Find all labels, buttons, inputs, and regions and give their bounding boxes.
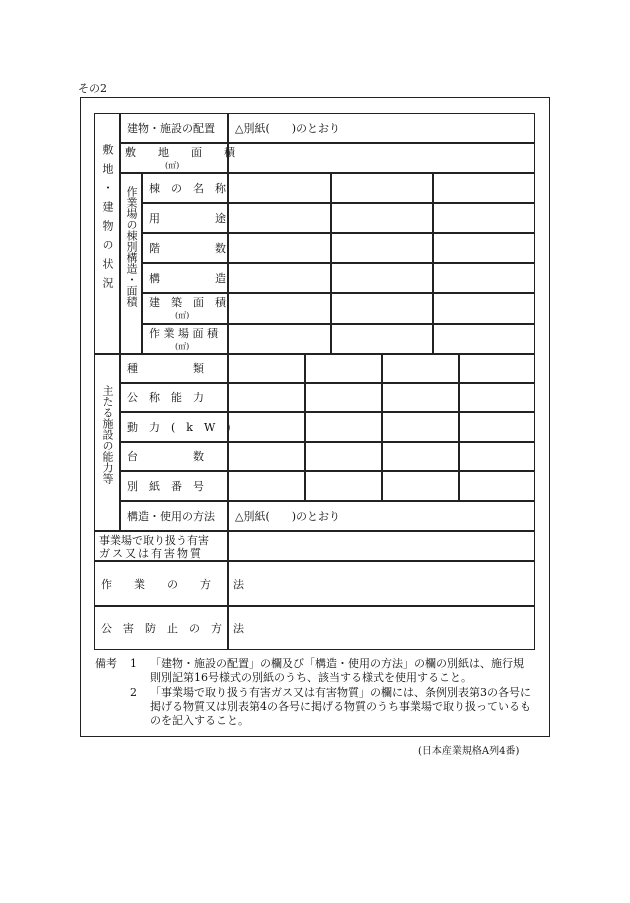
- pollution-label: 公 害 防 止 の 方 法: [101, 622, 244, 635]
- building-row-label: 作 業 場 面 積: [149, 327, 218, 340]
- facility-cell[interactable]: [305, 412, 382, 442]
- facility-row-label: 公 称 能 力: [127, 391, 204, 404]
- facility-row-label: 台 数: [127, 450, 204, 463]
- building-cell[interactable]: [433, 233, 535, 263]
- site-area-value-cell[interactable]: [228, 143, 535, 173]
- sheet-number: その2: [78, 82, 107, 95]
- building-cell[interactable]: [433, 263, 535, 293]
- building-cell[interactable]: [331, 263, 433, 293]
- facility-row-label: 動 力 ( k W ): [127, 421, 231, 434]
- form-table: [94, 113, 535, 650]
- building-cell[interactable]: [331, 173, 433, 203]
- note-number: 1: [130, 657, 137, 670]
- note-text: 掲げる物質又は別表第4の各号に掲げる物質のうち事業場で取り扱っているも: [150, 700, 531, 713]
- site-area-unit: (㎡): [165, 161, 180, 170]
- facility-cell[interactable]: [459, 471, 535, 501]
- building-cell[interactable]: [331, 324, 433, 354]
- hazard-value-cell[interactable]: [228, 531, 535, 561]
- method-label: 作 業 の 方 法: [101, 578, 244, 591]
- building-cell[interactable]: [228, 173, 331, 203]
- facility-cell[interactable]: [228, 412, 305, 442]
- hazard-label-cell: [94, 531, 228, 561]
- building-cell[interactable]: [228, 233, 331, 263]
- building-row-label: 階 数: [149, 242, 226, 255]
- layout-label: 建物・施設の配置: [127, 122, 215, 135]
- facility-row-label-cell: [120, 471, 228, 501]
- building-cell[interactable]: [433, 293, 535, 324]
- facility-row-label-cell: [120, 442, 228, 471]
- facility-cell[interactable]: [305, 471, 382, 501]
- facility-row-label-cell: [120, 354, 228, 383]
- building-row-unit: (㎡): [175, 311, 190, 320]
- facility-cell[interactable]: [459, 354, 535, 383]
- building-section-label: 作業場の棟別構造・面積: [125, 186, 138, 307]
- site-section-cell: [94, 113, 120, 354]
- layout-value-cell[interactable]: [228, 113, 535, 143]
- building-row-label-cell: [142, 173, 228, 203]
- structure-value-cell[interactable]: [228, 501, 535, 531]
- facility-cell[interactable]: [228, 354, 305, 383]
- facility-cell[interactable]: [459, 442, 535, 471]
- building-row-label: 構 造: [149, 272, 226, 285]
- building-row-label-cell: [142, 263, 228, 293]
- facility-row-label-cell: [120, 412, 231, 442]
- building-cell[interactable]: [228, 263, 331, 293]
- facility-row-label: 種 類: [127, 362, 204, 375]
- facility-cell[interactable]: [459, 383, 535, 412]
- building-cell[interactable]: [433, 203, 535, 233]
- structure-label-cell: [120, 501, 228, 531]
- site-area-label: 敷 地 面 積: [125, 146, 235, 159]
- facility-cell[interactable]: [382, 471, 459, 501]
- facility-cell[interactable]: [382, 354, 459, 383]
- facility-section-label: 主たる施設の能力等: [101, 385, 114, 484]
- hazard-label-line2: ガス又は有害物質: [99, 547, 203, 560]
- building-cell[interactable]: [433, 173, 535, 203]
- facility-row-label-cell: [120, 383, 228, 412]
- building-row-label: 用 途: [149, 212, 226, 225]
- facility-section-cell: [94, 354, 120, 531]
- facility-cell[interactable]: [305, 383, 382, 412]
- note-text: 則別記第16号様式の別紙のうち、該当する様式を使用すること。: [150, 671, 472, 684]
- facility-cell[interactable]: [305, 354, 382, 383]
- building-cell[interactable]: [331, 233, 433, 263]
- structure-label: 構造・使用の方法: [127, 510, 215, 523]
- facility-cell[interactable]: [382, 383, 459, 412]
- facility-cell[interactable]: [382, 412, 459, 442]
- notes-heading: 備考: [95, 657, 117, 670]
- paper-size-note: (日本産業規格A列4番): [418, 746, 520, 757]
- building-cell[interactable]: [433, 324, 535, 354]
- building-cell[interactable]: [228, 324, 331, 354]
- facility-cell[interactable]: [228, 471, 305, 501]
- note-text: 「事業場で取り扱う有害ガス又は有害物質」の欄には、条例別表第3の各号に: [150, 686, 531, 699]
- layout-label-cell: [120, 113, 228, 143]
- facility-cell[interactable]: [382, 442, 459, 471]
- facility-cell[interactable]: [305, 442, 382, 471]
- building-cell[interactable]: [228, 203, 331, 233]
- note-number: 2: [130, 686, 137, 699]
- pollution-label-cell: [94, 606, 244, 650]
- building-row-label-cell: [142, 203, 228, 233]
- building-cell[interactable]: [331, 203, 433, 233]
- note-text: 「建物・施設の配置」の欄及び「構造・使用の方法」の欄の別紙は、施行規: [150, 657, 524, 670]
- building-row-label-cell: [142, 233, 228, 263]
- note-text: のを記入すること。: [150, 714, 249, 727]
- building-cell[interactable]: [228, 293, 331, 324]
- building-row-label: 棟 の 名 称: [149, 182, 226, 195]
- pollution-value-cell[interactable]: [228, 606, 535, 650]
- hazard-label-line1: 事業場で取り扱う有害: [99, 534, 209, 547]
- facility-cell[interactable]: [459, 412, 535, 442]
- building-row-label-cell: [142, 293, 228, 324]
- layout-value: △別紙( )のとおり: [235, 122, 341, 135]
- facility-cell[interactable]: [228, 442, 305, 471]
- building-section-cell: [120, 173, 142, 354]
- building-row-label: 建 築 面 積: [149, 296, 226, 309]
- method-value-cell[interactable]: [228, 561, 535, 606]
- facility-row-label: 別 紙 番 号: [127, 480, 204, 493]
- building-row-unit: (㎡): [175, 342, 190, 351]
- facility-cell[interactable]: [228, 383, 305, 412]
- site-area-label-cell: [120, 143, 235, 173]
- building-cell[interactable]: [331, 293, 433, 324]
- building-row-label-cell: [142, 324, 228, 354]
- structure-value: △別紙( )のとおり: [235, 510, 341, 523]
- method-label-cell: [94, 561, 244, 606]
- site-section-label: 敷地・建物の状況: [101, 144, 114, 296]
